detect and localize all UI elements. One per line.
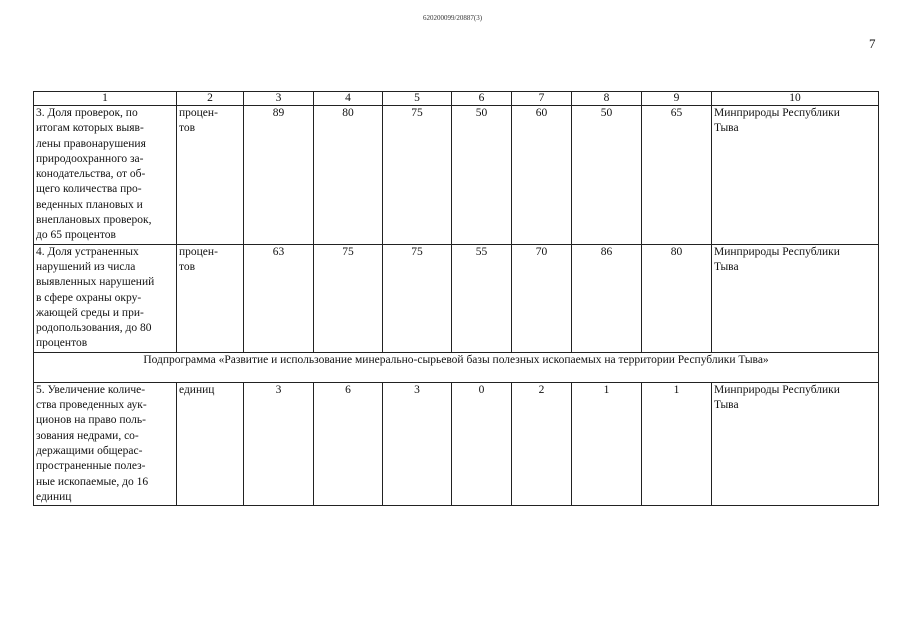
page-number: 7 (869, 36, 876, 51)
indicator-name-line: природоохранного за- (36, 152, 144, 165)
value-cell: 70 (512, 244, 572, 352)
document-id: 620200099/20887(3) (422, 14, 483, 22)
responsible-cell (712, 244, 879, 352)
column-header: 3 (244, 92, 314, 106)
value-cell: 80 (314, 106, 383, 245)
indicator-name-line: родопользования, до 80 (36, 322, 152, 335)
column-header: 10 (712, 92, 879, 106)
indicator-name-line: 5. Увеличение количе- (36, 383, 146, 396)
responsible-cell (712, 106, 879, 245)
indicator-name-line: до 65 процентов (36, 229, 116, 242)
value-cell: 75 (383, 106, 452, 245)
indicator-name-line: нарушений из числа (36, 260, 136, 273)
responsible-line: Минприроды Республики (714, 245, 840, 258)
responsible-line: Тыва (714, 122, 739, 135)
unit-line: процен- (179, 245, 218, 258)
value-cell: 1 (572, 382, 642, 505)
value-cell: 50 (572, 106, 642, 245)
indicator-name-line: 3. Доля проверок, по (36, 107, 138, 119)
column-header: 1 (34, 92, 177, 106)
value-cell: 2 (512, 382, 572, 505)
unit-cell (177, 382, 244, 505)
value-cell: 63 (244, 244, 314, 352)
unit-line: единиц (179, 383, 215, 396)
responsible-line: Минприроды Республики (714, 383, 840, 396)
indicator-name-line: пространенные полез- (36, 460, 146, 473)
value-cell: 89 (244, 106, 314, 245)
indicator-name-line: 4. Доля устраненных (36, 245, 139, 258)
subprogram-row (34, 352, 879, 382)
indicator-name-line: итогам которых выяв- (36, 122, 144, 135)
value-cell: 3 (383, 382, 452, 505)
column-header: 4 (314, 92, 383, 106)
indicator-name-line: ционов на право поль- (36, 414, 146, 427)
unit-line: процен- (179, 107, 218, 119)
value-cell: 75 (314, 244, 383, 352)
indicator-name-line: веденных плановых и (36, 198, 143, 211)
value-cell: 60 (512, 106, 572, 245)
column-header: 2 (177, 92, 244, 106)
value-cell: 80 (642, 244, 712, 352)
subprogram-title: Подпрограмма «Развитие и использование минерально-сырьевой базы полезных ископаемых на территории Республики Тыва» (34, 352, 879, 382)
column-header: 9 (642, 92, 712, 106)
indicator-name-line: ные ископаемые, до 16 (36, 475, 149, 488)
indicator-name-line: жающей среды и при- (36, 306, 144, 319)
unit-cell (177, 106, 244, 245)
indicator-name-line: ства проведенных аук- (36, 399, 147, 412)
table-row (34, 382, 879, 505)
indicator-name-line: конодательства, от об- (36, 168, 146, 181)
table-row (34, 106, 879, 245)
responsible-line: Тыва (714, 399, 739, 412)
unit-cell (177, 244, 244, 352)
value-cell: 6 (314, 382, 383, 505)
column-header: 8 (572, 92, 642, 106)
unit-line: тов (179, 122, 196, 135)
column-header: 6 (452, 92, 512, 106)
indicator-name-line: процентов (36, 337, 88, 350)
value-cell: 0 (452, 382, 512, 505)
value-cell: 1 (642, 382, 712, 505)
unit-line: тов (179, 260, 196, 273)
value-cell: 86 (572, 244, 642, 352)
indicator-name-line: лены правонарушения (36, 137, 146, 150)
responsible-line: Минприроды Республики (714, 107, 840, 119)
responsible-cell (712, 382, 879, 505)
indicator-name-line: щего количества про- (36, 183, 142, 196)
indicator-name-line: внеплановых проверок, (36, 214, 152, 227)
table-row (34, 244, 879, 352)
column-header: 5 (383, 92, 452, 106)
indicator-name-cell (34, 106, 177, 245)
value-cell: 75 (383, 244, 452, 352)
value-cell: 65 (642, 106, 712, 245)
indicator-name-line: выявленных нарушений (36, 276, 155, 289)
indicator-name-line: в сфере охраны окру- (36, 291, 142, 304)
indicator-name-line: зования недрами, со- (36, 429, 139, 442)
indicator-name-cell (34, 382, 177, 505)
value-cell: 50 (452, 106, 512, 245)
value-cell: 55 (452, 244, 512, 352)
value-cell: 3 (244, 382, 314, 505)
column-header: 7 (512, 92, 572, 106)
indicators-table (33, 91, 879, 506)
indicator-name-line: единиц (36, 490, 72, 503)
responsible-line: Тыва (714, 260, 739, 273)
header-row (34, 92, 879, 106)
indicator-name-cell (34, 244, 177, 352)
indicator-name-line: держащими общерас- (36, 444, 143, 457)
